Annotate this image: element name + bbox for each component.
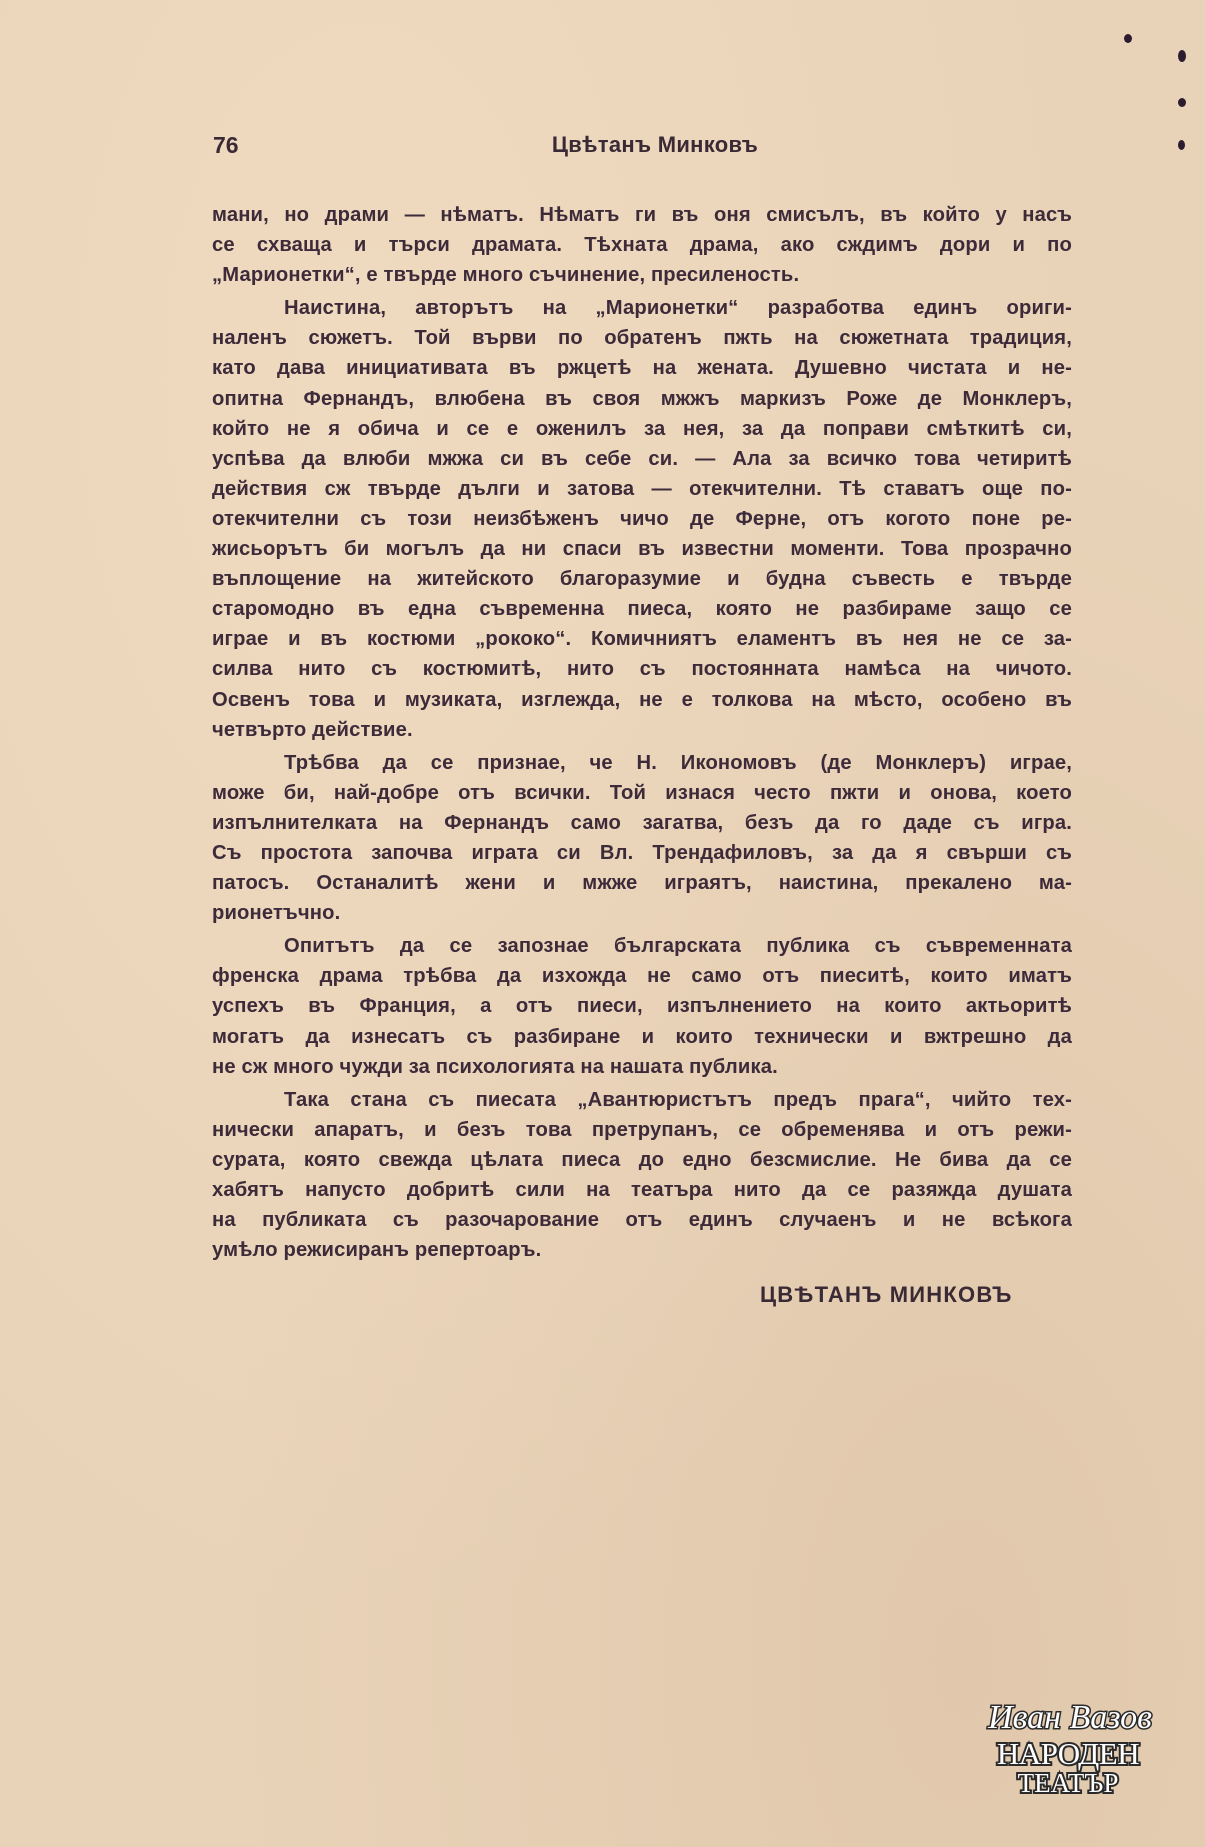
page-number: 76: [213, 132, 239, 158]
text-line: който не я обича и се е оженилъ за нея, за да поправи смѣткитѣ си,: [212, 417, 1072, 440]
text-line: Така стана съ пиесата „Авантюристътъ предъ прага“, чийто тех-: [284, 1088, 1072, 1111]
text-line: на публиката съ разочарование отъ единъ случаенъ и не всѣкога: [212, 1209, 1072, 1232]
binding-hole-mark: [1178, 98, 1186, 107]
text-line: може би, най-добре отъ всички. Той изнася често пжти и онова, което: [212, 781, 1072, 804]
text-line: могатъ да изнесатъ съ разбиране и които технически и вжтрешно да: [212, 1025, 1072, 1048]
text-line: мани, но драми — нѣматъ. Нѣматъ ги въ оня смисълъ, въ който у насъ: [212, 204, 1072, 226]
text-line: се схваща и търси драмата. Тѣхната драма, ако сждимъ дори и по: [212, 234, 1072, 257]
text-line: жисьорътъ би могълъ да ни спаси въ известни моменти. Това прозрачно: [212, 538, 1072, 561]
text-line: сурата, която свежда цѣлата пиеса до едно безсмислие. Не бива да се: [212, 1148, 1072, 1171]
author-signature: ЦВѢТАНЪ МИНКОВЪ: [760, 1282, 1013, 1307]
text-line: „Марионетки“, е твърде много съчинение, пресиленость.: [212, 264, 800, 287]
text-line: патосъ. Останалитѣ жени и мжже играятъ, наистина, прекалено ма-: [212, 872, 1072, 895]
text-line: хабятъ напусто добритѣ сили на театъра нито да се разяжда душата: [212, 1179, 1072, 1201]
text-line: изпълнителката на Фернандъ само загатва, безъ да го даде съ игра.: [212, 811, 1072, 834]
paragraph: [212, 931, 1072, 1081]
text-line: действия сж твърде дълги и затова — отекчителни. Тѣ ставатъ още по-: [212, 477, 1072, 500]
text-line: успѣва да влюби мжжа си въ себе си. — Ала за всичко това четиритѣ: [212, 447, 1072, 470]
text-line: нически апаратъ, и безъ това претрупанъ, се обременява и отъ режи-: [212, 1118, 1072, 1141]
text-line: като дава инициативата въ ржцетѣ на жената. Душевно чистата и не-: [212, 357, 1072, 380]
paragraph: [212, 293, 1072, 744]
text-line: играе и въ костюми „рококо“. Комичниятъ еламентъ въ нея не се за-: [212, 628, 1072, 651]
text-line: рионетъчно.: [212, 902, 341, 925]
logo-graphic: [980, 1688, 1155, 1800]
text-line: въплощение на житейското благоразумие и будна съвесть е твърде: [212, 568, 1072, 591]
paragraph: [212, 1085, 1072, 1266]
text-line: Наистина, авторътъ на „Марионетки“ разработва единъ ориги-: [284, 297, 1072, 320]
text-line: френска драма трѣбва да изхожда не само отъ пиеситѣ, които иматъ: [212, 965, 1072, 988]
text-line: Освенъ това и музиката, изглежда, не е толкова на мѣсто, особено въ: [212, 688, 1072, 711]
text-line: старомодно въ една съвременна пиеса, която не разбираме защо се: [212, 598, 1072, 621]
text-line: Трѣбва да се признае, че Н. Икономовъ (де Монклеръ) играе,: [284, 751, 1072, 774]
binding-hole-mark: [1178, 140, 1185, 150]
logo-line2: ТЕАТЪР: [1017, 1768, 1119, 1798]
running-head: Цвѣтанъ Минковъ: [551, 132, 759, 157]
text-line: не сж много чужди за психологията на нашата публика.: [212, 1055, 778, 1078]
text-line: Съ простота започва играта си Вл. Трендафиловъ, за да я свърши съ: [212, 841, 1072, 864]
binding-hole-mark: [1178, 50, 1186, 62]
text-line: опитна Фернандъ, влюбена въ своя мжжъ маркизъ Роже де Монклеръ,: [212, 387, 1072, 410]
binding-hole-mark: [1124, 34, 1132, 43]
paragraph: [212, 748, 1072, 929]
text-line: силва нито съ костюмитѣ, нито съ постоянната намѣса на чичото.: [212, 658, 1072, 681]
article-body: [212, 200, 1072, 1268]
text-line: наленъ сюжетъ. Той върви по обратенъ пжть на сюжетната традиция,: [212, 327, 1072, 350]
text-line: четвърто действие.: [212, 718, 413, 741]
text-line: умѣло режисиранъ репертоаръ.: [212, 1239, 542, 1262]
logo-script: Иван Вазов: [988, 1699, 1152, 1736]
text-line: успехъ въ Франция, а отъ пиеси, изпълнението на които актьоритѣ: [212, 995, 1072, 1018]
paragraph: [212, 200, 1072, 290]
logo-line1: НАРОДЕН: [996, 1736, 1140, 1771]
national-theatre-logo: [980, 1688, 1155, 1800]
text-line: Опитътъ да се запознае българската публика съ съвременната: [284, 935, 1072, 958]
text-line: отекчителни съ този неизбѣженъ чичо де Ферне, отъ когото поне ре-: [212, 507, 1072, 530]
